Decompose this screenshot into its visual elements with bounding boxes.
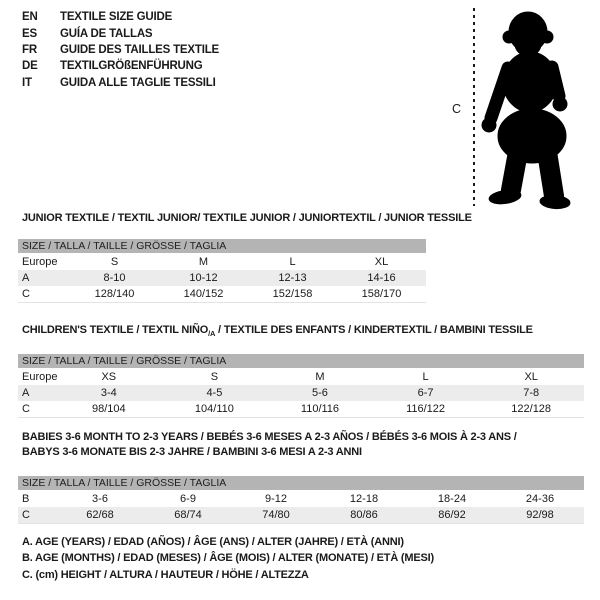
lang-row-fr [22, 42, 219, 58]
size-guide-section [18, 211, 584, 303]
lang-label: GUÍA DE TALLAS [60, 27, 153, 40]
size-table [18, 239, 426, 303]
row-label: Europe [22, 371, 58, 384]
footnote-b: B. AGE (MONTHS) / EDAD (MESES) / ÂGE (MOIS) / ALTER (MONATE) / ETÀ (MESI) [22, 552, 434, 565]
table-cell: 9-12 [264, 493, 288, 506]
section-title [18, 430, 584, 445]
table-cell: 12-13 [278, 272, 307, 284]
lang-row-de [22, 58, 219, 74]
table-cell: 3-6 [92, 493, 108, 506]
table-cell: 74/80 [262, 509, 290, 522]
row-label: A [22, 387, 30, 400]
table-cell: 62/68 [86, 509, 114, 522]
table-cell: XL [524, 371, 538, 384]
language-header [22, 9, 219, 91]
footnotes [22, 534, 434, 583]
lang-label: TEXTILGRÖßENFÜHRUNG [60, 60, 203, 73]
table-row [18, 491, 584, 507]
table-cell: 122/128 [511, 403, 552, 416]
tables [18, 211, 584, 524]
table-cell: 6-7 [417, 387, 434, 400]
table-cell: 92/98 [526, 509, 554, 522]
lang-code: DE [22, 60, 38, 73]
lang-label: TEXTILE SIZE GUIDE [60, 11, 173, 24]
title-text: / TEXTILE DES ENFANTS / KINDERTEXTIL / BAMBINI TESSILE [215, 324, 533, 336]
table-cell: 10-12 [189, 272, 218, 284]
section-title [18, 323, 584, 341]
table-cell: M [315, 371, 325, 384]
table-cell: 86/92 [438, 509, 466, 522]
table-row [18, 507, 584, 523]
table-cell: XS [101, 371, 117, 384]
section-title-wrap [18, 323, 584, 341]
title-subscript: /A [208, 329, 216, 339]
table-cell: 110/116 [300, 403, 340, 416]
table-cell: 7-8 [523, 387, 540, 400]
table-cell: 116/122 [406, 403, 446, 416]
table-cell: 5-6 [312, 387, 328, 400]
table-cell: S [110, 256, 119, 268]
table-cell: 98/104 [91, 403, 126, 416]
table-row [18, 369, 584, 385]
table-cell: 80/86 [350, 509, 378, 522]
row-label: C [22, 509, 30, 522]
row-label: C [22, 403, 30, 416]
table-cell: 158/170 [361, 288, 402, 300]
size-header-row: SIZE / TALLA / TAILLE / GRÖSSE / TAGLIA [18, 354, 584, 369]
size-table [18, 354, 584, 418]
lang-row-es [22, 25, 219, 41]
size-header-row: SIZE / TALLA / TAILLE / GRÖSSE / TAGLIA [18, 476, 584, 491]
size-guide-section [18, 430, 584, 524]
size-header-row: SIZE / TALLA / TAILLE / GRÖSSE / TAGLIA [18, 239, 426, 254]
lang-code: ES [22, 27, 37, 40]
lang-code: EN [22, 11, 38, 24]
table-cell: 8-10 [103, 272, 126, 284]
table-cell: 24-36 [525, 493, 555, 506]
section-title [18, 445, 584, 460]
row-label: Europe [22, 256, 58, 268]
baby-silhouette-icon [480, 4, 595, 210]
size-guide-section [18, 323, 584, 418]
table-cell: L [422, 371, 429, 384]
lang-row-en [22, 9, 219, 25]
table-cell: 104/110 [194, 403, 234, 416]
section-title-wrap [18, 211, 584, 226]
size-table [18, 476, 584, 524]
table-cell: 128/140 [94, 288, 135, 300]
table-cell: 18-24 [437, 493, 467, 506]
table-cell: M [198, 256, 209, 268]
row-label: A [22, 272, 30, 284]
lang-label: GUIDA ALLE TAGLIE TESSILI [60, 76, 216, 89]
row-label: B [22, 493, 30, 506]
table-row [18, 286, 426, 302]
title-text: JUNIOR TEXTILE / TEXTIL JUNIOR/ TEXTILE JUNIOR / JUNIORTEXTIL / JUNIOR TESSILE [22, 212, 472, 224]
lang-code: FR [22, 43, 37, 56]
table-row [18, 385, 584, 401]
section-title-wrap [18, 430, 584, 460]
footnote-c: C. (cm) HEIGHT / ALTURA / HAUTEUR / HÖHE / ALTEZZA [22, 568, 309, 581]
height-figure [440, 0, 600, 215]
table-cell: 14-16 [367, 272, 396, 284]
table-cell: 4-5 [206, 387, 223, 400]
lang-label: GUIDE DES TAILLES TEXTILE [60, 43, 219, 56]
height-dashed-line [473, 8, 475, 206]
row-label: C [22, 288, 30, 300]
footnote-a: A. AGE (YEARS) / EDAD (AÑOS) / ÂGE (ANS) / ALTER (JAHRE) / ETÀ (ANNI) [22, 536, 404, 548]
title-text: BABYS 3-6 MONATE BIS 2-3 JAHRE / BAMBINI 3-6 MESI A 2-3 ANNI [22, 446, 362, 459]
lang-code: IT [22, 76, 32, 89]
height-measure-label: C [452, 102, 462, 116]
table-cell: 6-9 [180, 493, 196, 506]
title-text: BABIES 3-6 MONTH TO 2-3 YEARS / BEBÉS 3-6 MESES A 2-3 AÑOS / BÉBÉS 3-6 MOIS À 2-3 ANS / [22, 431, 517, 444]
table-row [18, 254, 426, 270]
table-cell: S [210, 371, 219, 384]
table-cell: 12-18 [349, 493, 379, 506]
table-cell: L [289, 256, 296, 268]
table-row [18, 270, 426, 286]
title-text: CHILDREN'S TEXTILE / TEXTIL NIÑO [22, 324, 209, 336]
table-cell: 140/152 [183, 288, 224, 300]
table-cell: XL [374, 256, 389, 268]
table-cell: 3-4 [100, 387, 117, 400]
table-row [18, 401, 584, 417]
lang-row-it [22, 75, 219, 91]
section-title [18, 211, 584, 226]
table-cell: 68/74 [174, 509, 202, 522]
table-cell: 152/158 [272, 288, 313, 300]
